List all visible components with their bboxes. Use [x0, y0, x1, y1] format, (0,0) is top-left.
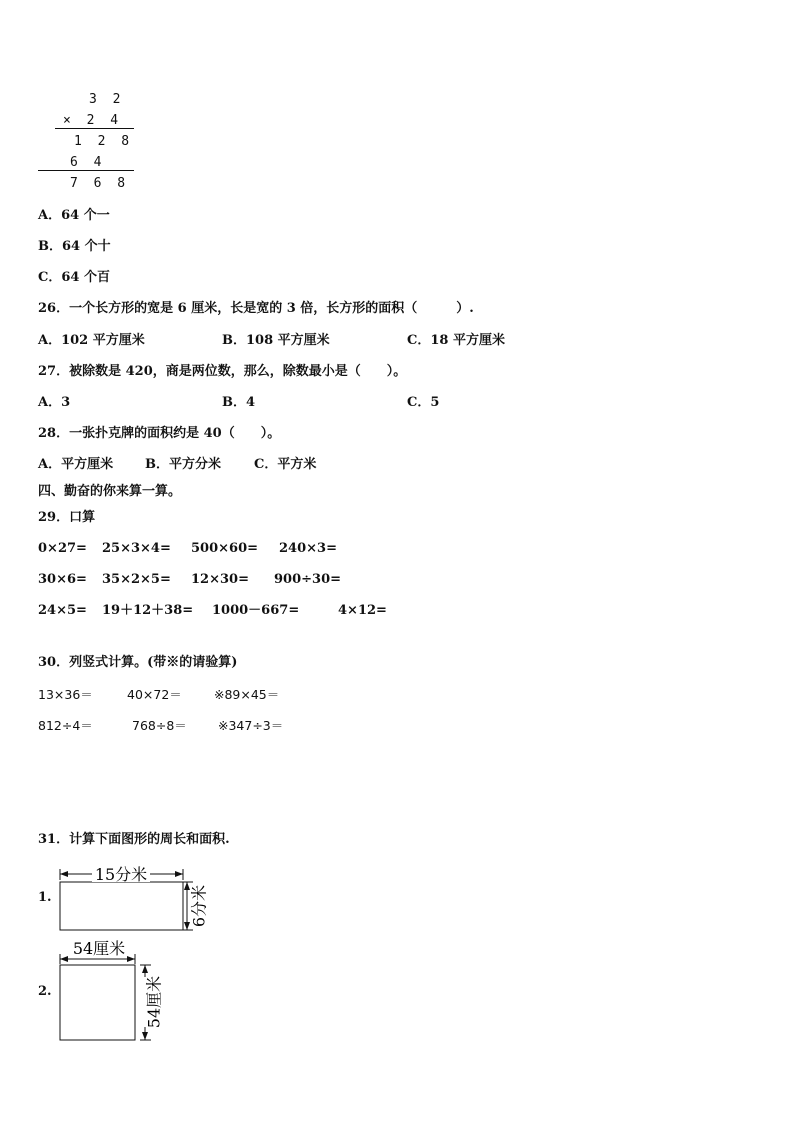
q30-cell: 768÷8＝: [132, 718, 187, 733]
fig2-width-label: 54厘米: [72, 939, 126, 958]
q27-option-c: C．5: [407, 395, 440, 410]
q29-cell: 0×27=: [38, 541, 87, 556]
q27-stem: 27．被除数是 420，商是两位数，那么，除数最小是（ ）。: [38, 364, 407, 379]
q28-option-c: C．平方米: [254, 457, 317, 472]
fig1-rectangle: [60, 882, 183, 930]
q30-cell: 13×36＝: [38, 687, 93, 702]
q29-cell: 30×6=: [38, 572, 87, 587]
mult-rule-2: [38, 170, 134, 171]
q28-option-b: B．平方分米: [145, 457, 221, 472]
q29-cell: 4×12=: [338, 603, 387, 618]
mult-product: 7 6 8: [70, 176, 130, 191]
q25-option-a: A．64 个一: [38, 208, 110, 223]
mult-partial-1: 1 2 8: [74, 134, 134, 149]
q26-option-a: A．102 平方厘米: [38, 333, 145, 348]
q30-stem: 30．列竖式计算。(带※的请验算): [38, 655, 238, 670]
fig1-rectangle-diagram: [55, 860, 215, 940]
q25-option-b: B．64 个十: [38, 239, 111, 254]
mult-partial-2: 6 4: [70, 155, 106, 170]
q29-cell: 35×2×5=: [102, 572, 171, 587]
q26-stem: 26．一个长方形的宽是 6 厘米，长是宽的 3 倍，长方形的面积（ ）.: [38, 301, 474, 316]
q26-option-b: B．108 平方厘米: [222, 333, 330, 348]
mult-rule-1: [55, 128, 134, 129]
q26-option-c: C．18 平方厘米: [407, 333, 505, 348]
q29-cell: 240×3=: [279, 541, 337, 556]
q30-cell: ※347÷3＝: [218, 718, 284, 733]
q29-cell: 24×5=: [38, 603, 87, 618]
q28-stem: 28．一张扑克牌的面积约是 40（ ）。: [38, 426, 281, 441]
q31-stem: 31．计算下面图形的周长和面积.: [38, 832, 230, 847]
q30-cell: 812÷4＝: [38, 718, 93, 733]
q29-cell: 1000－667=: [212, 603, 300, 618]
q30-cell: 40×72＝: [127, 687, 182, 702]
q29-cell: 900÷30=: [274, 572, 342, 587]
fig2-square-diagram: [55, 937, 170, 1049]
q29-cell: 25×3×4=: [102, 541, 171, 556]
section-4-title: 四、勤奋的你来算一算。: [38, 484, 182, 499]
q25-option-c: C．64 个百: [38, 270, 110, 285]
q27-option-a: A．3: [38, 395, 71, 410]
fig2-label: 2.: [38, 984, 52, 999]
q28-option-a: A．平方厘米: [38, 457, 114, 472]
fig2-height-label: 54厘米: [144, 975, 164, 1029]
q29-cell: 19＋12＋38=: [102, 603, 194, 618]
q30-cell: ※89×45＝: [214, 687, 280, 702]
q29-stem: 29．口算: [38, 510, 96, 525]
fig1-width-label: 15分米: [94, 865, 148, 884]
q27-option-b: B．4: [222, 395, 256, 410]
mult-multiplicand: 3 2: [89, 92, 125, 107]
fig1-label: 1.: [38, 890, 52, 905]
q29-cell: 12×30=: [191, 572, 249, 587]
q29-cell: 500×60=: [191, 541, 259, 556]
fig2-square: [60, 965, 135, 1040]
fig1-height-label: 6分米: [189, 884, 209, 928]
mult-multiplier: × 2 4: [63, 113, 123, 128]
